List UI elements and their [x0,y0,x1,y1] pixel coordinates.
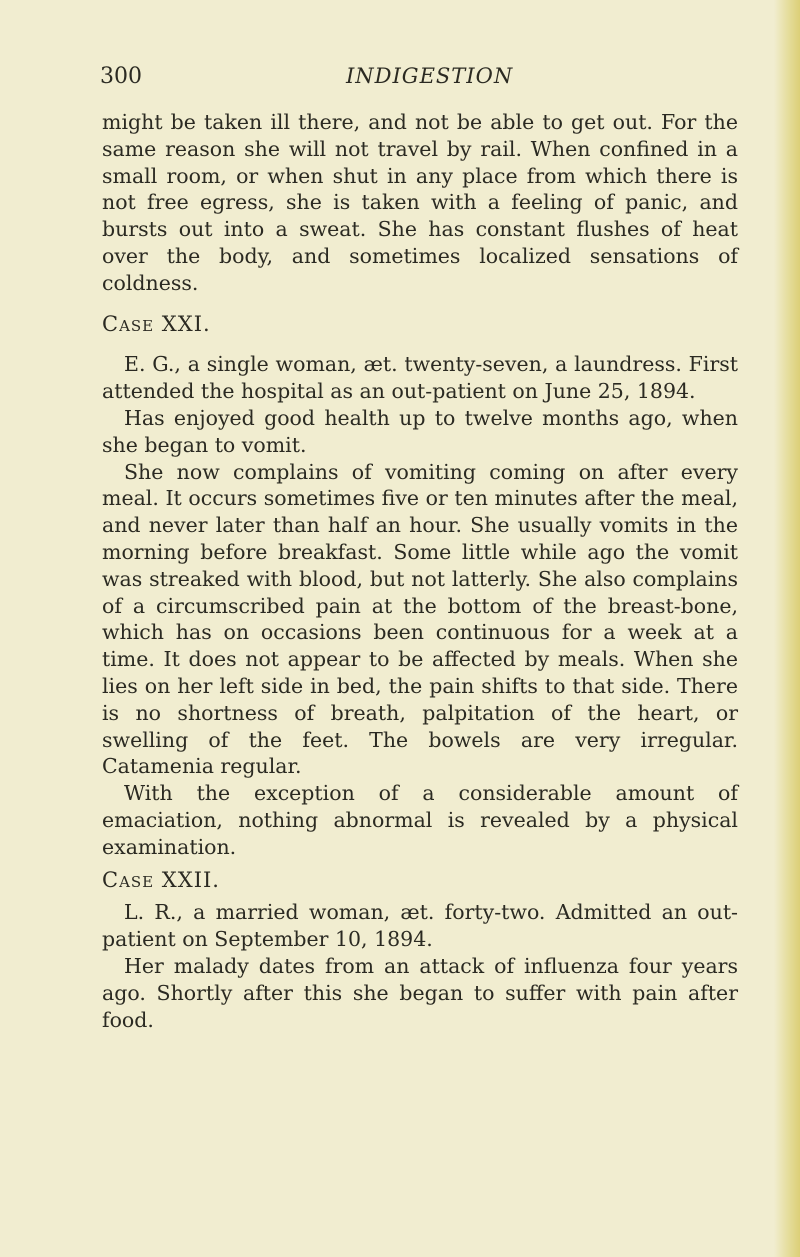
paragraph: Has enjoyed good health up to twelve months ago, when she began to vomit. [102,405,738,457]
running-head: INDIGESTION [346,64,514,88]
paragraph: might be taken ill there, and not be able to get out. For the same reason she will not travel by rail. When confined in a small room, or when shut in any place from which there is not free egress, she is taken with a feeling of panic, and bursts out into a sweat. She has constant flushes of heat over the body, and sometimes localized sensations of coldness. [102,110,738,295]
paragraph: Her malady dates from an attack of influenza four years ago. Shortly after this she began to suffer with pain after food. [102,953,738,1032]
page-edge-shading [774,0,800,1257]
case-heading: Case XXI. [102,311,211,336]
paragraph: With the exception of a considerable amount of emaciation, nothing abnormal is revealed by a physical examination. [102,781,738,859]
case-heading: Case XXII. [102,867,220,892]
page-number: 300 [100,64,142,89]
paragraph: L. R., a married woman, æt. forty-two. Admitted an out-patient on September 10, 1894. [102,900,738,952]
page-header [100,62,740,98]
paragraph: E. G., a single woman, æt. twenty-seven, a laundress. First attended the hospital as an out-patient on June 25, 1894. [102,352,738,404]
body-text [102,109,738,1033]
paragraph: She now complains of vomiting coming on after every meal. It occurs sometimes five or ten minutes after the meal, and never later than half an hour. She usually vomits in the morning before breakfast. Some little while ago the vomit was streaked with blood, but not latterly. She also complains of a circumscribed pain at the bottom of the breast-bone, which has on occasions been continuous for a week at a time. It does not appear to be affected by meals. When she lies on her left side in bed, the pain shifts to that side. There is no shortness of breath, palpitation of the heart, or swelling of the feet. The bowels are very irregular. Catamenia regular. [102,459,738,779]
